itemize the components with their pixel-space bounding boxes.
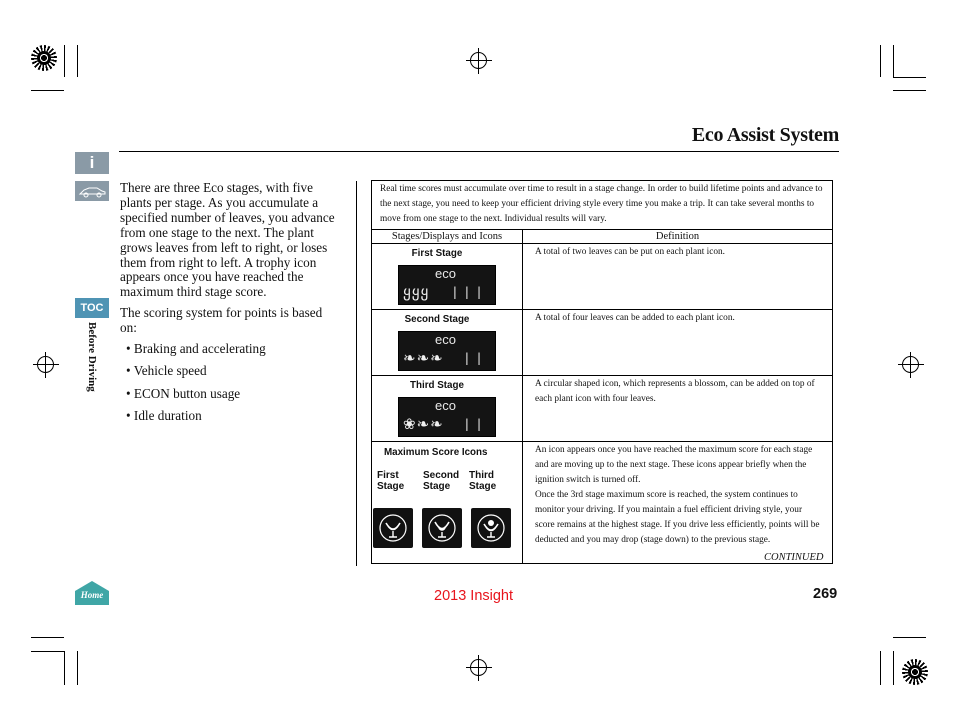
stage-label: Second Stage [404,314,470,325]
page-title: Eco Assist System [691,124,839,146]
paragraph: The scoring system for points is based on: [120,305,323,336]
column-header: Stages/Displays and Icons [372,230,523,244]
eco-text: eco [435,398,456,413]
crop-line [880,651,881,685]
table-row [372,310,523,376]
crop-line [64,651,65,685]
continued-label: CONTINUED [764,552,824,563]
trophy-icon [373,508,413,548]
crop-line [31,90,64,91]
eco-text: eco [435,266,456,281]
trophy-icon [422,508,462,548]
crop-line [893,90,926,91]
paragraph: There are three Eco stages, with five plants per stage. As you accumulate a specified number of leaves, you advance from one stage to the next. The plant grows leaves from left to right, or loses them from right to left. A trophy icon appears once you have reached the maximum third stage score. [120,180,335,300]
icon-label: First Stage [377,470,405,492]
info-icon[interactable]: i [75,152,109,174]
plant-stem-icon: || [464,351,489,365]
plant-icon: ❧❧❧ [403,349,444,367]
eco-display-icon [398,331,496,371]
registration-mark-right [898,352,924,378]
eco-text: eco [435,332,456,347]
stage-label: First Stage [411,248,463,259]
crop-line [31,637,64,638]
crop-line [31,651,64,652]
column-divider [356,181,357,566]
trophy-icons [373,508,522,548]
registration-mark-left [33,352,59,378]
home-button[interactable] [75,581,109,605]
definition: A circular shaped icon, which represents a blossom, can be added on top of each plant icon with four leaves. [523,376,833,442]
eco-display-icon [398,397,496,437]
definition: A total of four leaves can be added to each plant icon. [523,310,833,376]
eco-display-icon [398,265,496,305]
crop-line [64,45,65,77]
definition: A total of two leaves can be put on each plant icon. [523,244,833,310]
crop-line [880,45,881,77]
table-row [372,442,523,564]
icon-label: Third Stage [469,470,497,492]
section-label: Before Driving [86,322,98,392]
plant-stem-icon: ||| [452,285,489,299]
crop-line [893,637,926,638]
list-item: • Braking and accelerating [126,342,342,357]
blossom-icon: ❀❧❧ [403,415,444,433]
crop-line [77,45,78,77]
icon-label: Second Stage [423,470,460,492]
crop-line [893,77,926,78]
table-row [372,376,523,442]
registration-sun-top-left [31,45,57,71]
list-item: • Idle duration [126,409,342,424]
max-score-labels [377,470,522,492]
toc-button[interactable]: TOC [75,298,109,318]
registration-mark-bottom [466,655,492,681]
list-item: • Vehicle speed [126,364,342,379]
header-rule [119,151,839,152]
trophy-icon [471,508,511,548]
page-number: 269 [813,586,838,602]
body-text [120,181,342,432]
bullet-list [120,342,342,424]
eco-stage-table [371,180,833,564]
definition: An icon appears once you have reached the maximum score for each stage and are moving up to the next stage. These icons appear briefly when the ignition switch is turned off. Once the 3rd stage maximum score is reached, the system continues to monitor your driving. If you maintain a fuel efficient driving style, your score remains at the highest stage. If you drive less efficiently, points will be deducted and you may drop (stage down) to the previous stage. [523,442,833,564]
model-name: 2013 Insight [434,588,514,604]
home-label: Home [80,590,104,600]
car-icon[interactable] [75,181,109,201]
column-header: Definition [523,230,833,244]
plant-stem-icon: || [464,417,489,431]
crop-line [77,651,78,685]
table-row [372,244,523,310]
stage-label: Third Stage [410,380,464,391]
max-score-title: Maximum Score Icons [384,447,488,458]
table-intro: Real time scores must accumulate over time to result in a stage change. In order to build lifetime points and advance to the next stage, you need to keep your efficient driving style every time you make a trip. It can take several months to move from one stage to the next. Individual results will vary. [372,181,833,230]
plant-icon: ყყყ [403,283,430,301]
registration-sun-bottom-right [902,659,928,685]
list-item: • ECON button usage [126,387,342,402]
crop-line [893,45,894,77]
crop-line [893,651,894,685]
registration-mark-top [466,48,492,74]
